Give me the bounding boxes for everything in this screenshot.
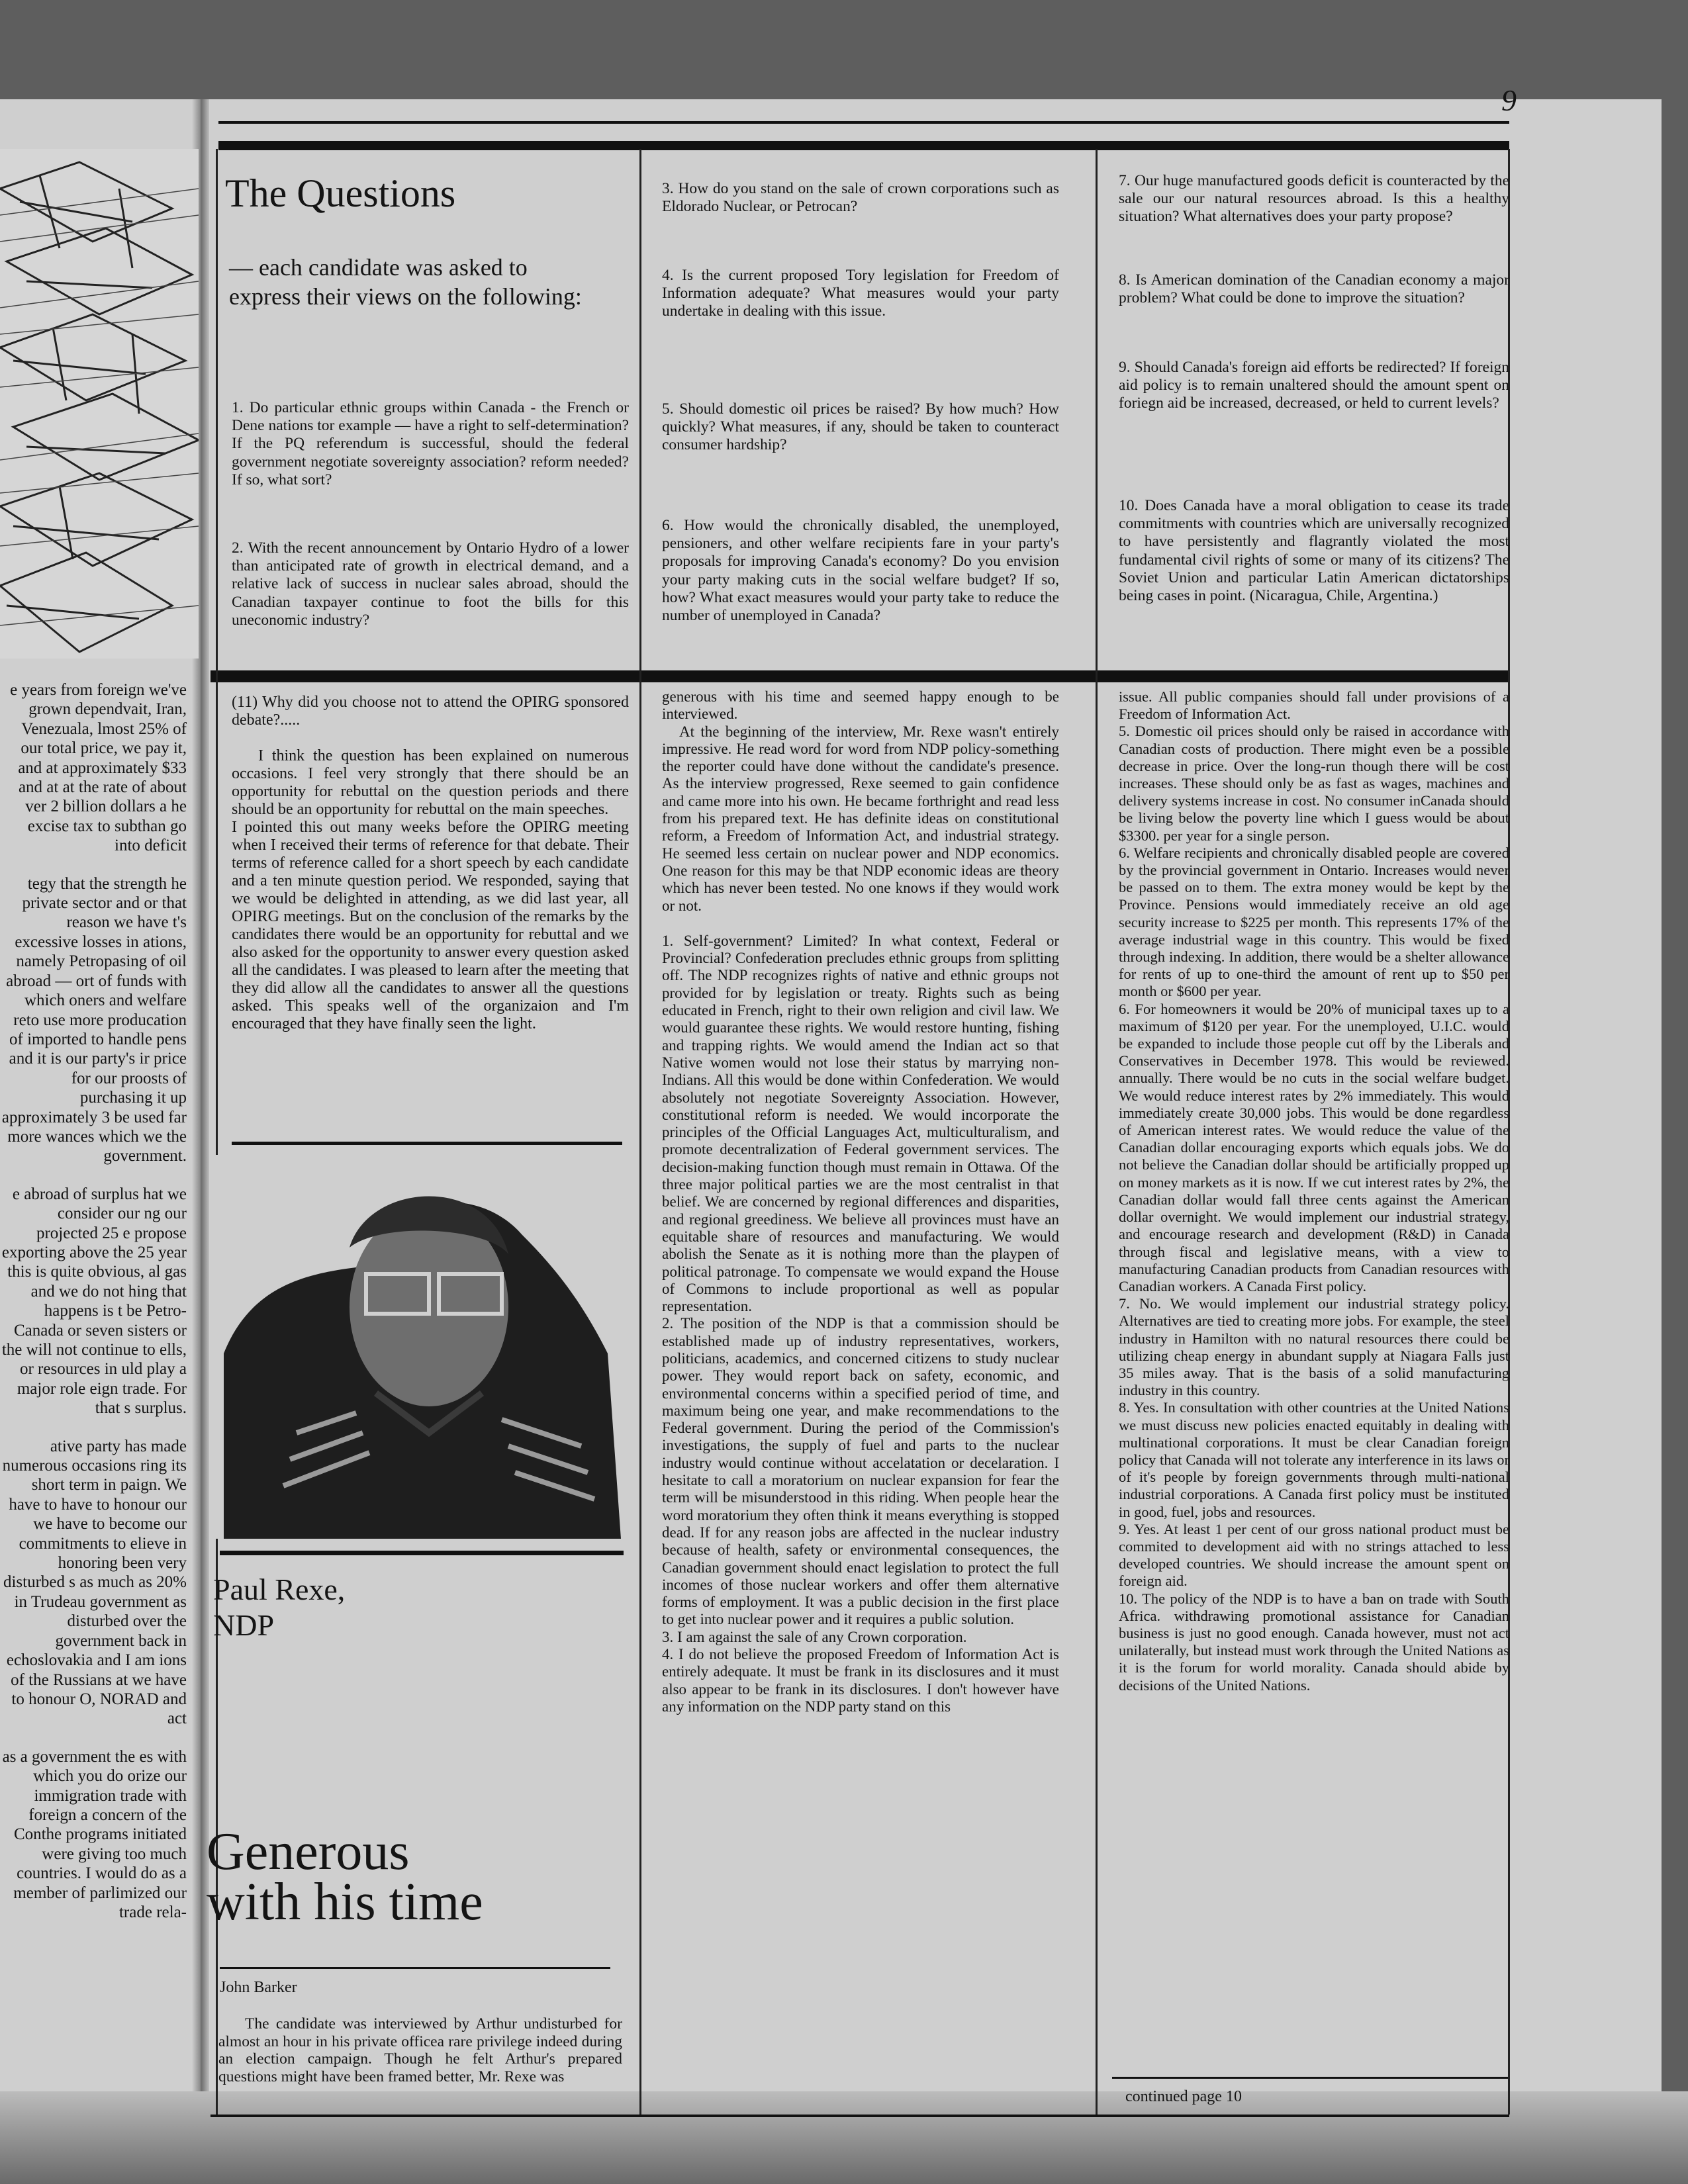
column-rule (216, 149, 218, 2115)
questions-bottom-rule (211, 670, 1509, 682)
candidate-name: Paul Rexe, (213, 1572, 346, 1606)
photo-top-rule (232, 1142, 622, 1145)
q11-column (232, 694, 629, 1033)
left-page-illustration (0, 149, 199, 659)
caption-top-rule (220, 1551, 624, 1555)
questions-title: The Questions (225, 171, 456, 215)
top-rule-thin (218, 121, 1509, 124)
answer-3: 3. I am against the sale of any Crown corporation. (662, 1628, 967, 1645)
left-page-text-fragment (0, 680, 187, 1997)
continued-page-link: continued page 10 (1125, 2088, 1242, 2105)
question-4: 4. Is the current proposed Tory legislation for Freedom of Information adequate? What measures would your party undertake in dealing with this issue. (662, 267, 1059, 320)
bottom-rule (211, 2115, 1509, 2117)
article-paragraph: At the beginning of the interview, Mr. Rexe wasn't entirely impressive. He read word for word from NDP policy-something the reporter could have done without the candidate's presence. As the interview progressed, Rexe seemed to gain confidence and came more into his own. He became forthright and read less from his prepared text. He has definite ideas on constitutional reform, a Freedom of Information Act, and industrial strategy. He seemed less certain on nuclear power and NDP economics. One reason for this may be that NDP economic ideas are theory which has never been tested. No one knows if they would work or not. (662, 723, 1059, 914)
answer-8: 8. Yes. In consultation with other countries at the United Nations we must discuss new policies enacted equitably in dealing with multinational corporations. It must be clear Canadian foreign policy that Canada will not tolerate any interference in its laws or of it's people by foreign governments through multi-national industrial corporations. A Canada first policy must be instituted in good, fuel, jobs and resources. (1119, 1399, 1509, 1520)
caption (213, 1572, 345, 1643)
candidate-portrait (211, 1155, 634, 1539)
article-column-4 (1119, 688, 1509, 1694)
left-fragment-paragraph: ative party has made numerous occasions ring its short term in paign. We have to have to honour our we have to become our commitments to elieve in honoring been very disturbed s as much as 20% in Trudeau government as disturbed over the government back in echoslovakia and I am ions of the Russians at we have to honour O, NORAD and act (2, 1437, 187, 1728)
headline-line: with his time (207, 1873, 483, 1931)
question-3: 3. How do you stand on the sale of crown corporations such as Eldorado Nuclear, or Petrocan? (662, 180, 1059, 216)
question-10: 10. Does Canada have a moral obligation to cease its trade commitments with countries which are universally recognized to have persistently and flagrantly violated the most fundamental civil rights of some or many of its citizens? The Soviet Union and particular Latin American dictatorships being cases in point. (Nicaragua, Chile, Argentina.) (1119, 497, 1509, 605)
intro-paragraph: The candidate was interviewed by Arthur undisturbed for almost an hour in his private officea rare privilege indeed during an election campaign. Though he felt Arthur's prepared questions might have been framed better, Mr. Rexe was (218, 2015, 622, 2085)
answer-5: 5. Domestic oil prices should only be raised in accordance with Canadian costs of production. There might even be a possible decrease in price. Over the long-run though there will be cost increases. These should only be as fast as wages, machines and delivery systems increase in cost. No consumer inCanada should be living below the poverty line which I guess would be about $3300. per year for a single person. (1119, 723, 1509, 844)
answer-6-continued: 6. For homeowners it would be 20% of municipal taxes up to a maximum of $120 per year. For the unemployed, U.I.C. would be expanded to include those people cut off by the Liberals and Conservatives in December 1978. This would be reviewed. annually. There would be no cuts in the social welfare budget. We would reduce interest rates by 2% immediately. This would immediately create 30,000 jobs. This would be done regardless of American interest rates. We would reduce the value of the Canadian dollar encouraging exports which equals jobs. We do not believe the Canadian dollar should be artificially propped up on money markets as it is now. If we cut interest rates by 2%, the Canadian dollar would fall three cents against the American dollar overnight. We would implement our industrial strategy, and encourage research and development (R&D) in Canada through fiscal and legislative means, with a view to manufacturing Canadian products from Canadian resources with Canadian workers. A Canada First policy. (1119, 1000, 1509, 1295)
left-fragment-paragraph: as a government the es with which you do orize our immigration trade with foreign a concern of the Conthe programs initiated were giving too much countries. I would do as a member of parlimized our trade rela- (2, 1747, 187, 1921)
headline-line: Generous (207, 1823, 410, 1881)
bottom-shadow (0, 2091, 1688, 2184)
headline (207, 1823, 483, 1931)
questions-subtitle: — each candidate was asked to express their views on the following: (229, 254, 582, 310)
newspaper-stack-sketch (0, 149, 199, 659)
answer-2: 2. The position of the NDP is that a commission should be established made up of industry representatives, workers, politicians, academics, and concerned citizens to study nuclear power. They would report back on safety, economic, and environmental concerns within a specified period of time, and maximum being one year, and make recommendations to the Federal government. During the period of the Commission's investigations, the supply of fuel and parts to the nuclear industry would continue without accelatation or decelaration. I hesitate to call a moratorium on nuclear expansion for fear the term will be misunderstood in this riding. When people hear the word moratorium they often think it means everything is stopped dead. If for any reason jobs are affected in the nuclear industry because of health, safety or environmental consequences, the Canadian government should enact legislation to protect the full incomes of those nuclear workers and offer them alternative forms of employment. It was a public decision in the first place to get into nuclear power and it requires a public solution. (662, 1315, 1059, 1628)
candidate-party: NDP (213, 1608, 275, 1642)
column-rule (639, 149, 641, 2115)
answer-4: 4. I do not believe the proposed Freedom of Information Act is entirely adequate. It must be frank in its disclosures and it must also appear to be frank in its disclosures. I don't however have any information on the NDP party stand on this (662, 1646, 1059, 1715)
question-1: 1. Do particular ethnic groups within Canada - the French or Dene nations tor example — have a right to self-determination? If the PQ referendum is successful, should the federal government negotiate sovereignty association? reform needed? If so, what sort? (232, 399, 629, 488)
left-fragment-paragraph: e years from foreign we've grown dependvait, Iran, Venezuala, lmost 25% of our total price, we pay it, and at approximately $33 and at at the rate of about ver 2 billion dollars a he excise tax to subthan go into deficit (10, 681, 187, 855)
question-6: 6. How would the chronically disabled, the unemployed, pensioners, and other welfare recipients fare in your party's proposals for improving Canada's economy? Do you envision your party making cuts in the social welfare budget? If so, how? What exact measures would your party take to reduce the number of unemployed in Canada? (662, 517, 1059, 625)
question-8: 8. Is American domination of the Canadian economy a major problem? What could be done to improve the situation? (1119, 271, 1509, 307)
answer-6: 6. Welfare recipients and chronically disabled people are covered by the provincial government in Ontario. Increases would never be passed on to them. The extra money would be kept by the Province. Pensions would immediately receive an old age security increase to $225 per month. This represents 17% of the average industrial wage in this country. This would be fixed through indexing. In addition, there would be a shelter allowance for rents of up to one-third the amount of rent up to $50 per month or $600 per year. (1119, 844, 1509, 1000)
top-rule-thick (218, 141, 1509, 150)
question-9: 9. Should Canada's foreign aid efforts be redirected? If foreign aid policy is to remain unaltered should the amount spent on foriegn aid be increased, decreased, or held to current levels? (1119, 359, 1509, 412)
col4-end-rule (1112, 2077, 1509, 2079)
question-2: 2. With the recent announcement by Ontario Hydro of a lower than anticipated rate of growth in electrical demand, and a relative lack of success in nuclear sales abroad, should the Canadian taxpayer continue to foot the bills for this uneconomic industry? (232, 539, 629, 629)
byline: John Barker (220, 1979, 297, 1996)
answer-10: 10. The policy of the NDP is to have a ban on trade with South Africa. withdrawing promotional assistance for Canadian business is just no good enough. Canada however, must not act unilaterally, but instead must work through the United Nations as it is the forum for world morality. Canada should abide by decisions of the United Nations. (1119, 1590, 1509, 1694)
page-number: 9 (1501, 83, 1517, 117)
answer-1: 1. Self-government? Limited? In what context, Federal or Provincial? Confederation precludes ethnic groups from splitting off. The NDP recognizes rights of native and ethnic groups not provided for by legislation or treaty. Rights such as being educated in French, right to their own religion and civil law. We would guarantee these rights. We would restore hunting, fishing and trapping rights. We would amend the Indian act so that Native women would not lose their status by marrying non-Indians. All this would be done within Confederation. We would absolutely not negotiate Sovereignty Association. However, constitutional reform is needed. We would incorporate the principles of the Official Languages Act, multiculturalism, and promote decentralization of Federal government services. The decision-making function though must remain in Ottawa. Of the three major political parties we are the most centralist in that belief. We are concerned by regional differences and disparities, and regional greediness. We believe all provinces must have an equitable share of resources and manufacturing. We would abolish the Senate as it is nothing more than the playpen of political patronage. To compensate we would expand the House of Commons to include proportional as well as popular representation. (662, 932, 1059, 1315)
q11-answer-paragraph: I think the question has been explained on numerous occasions. I feel very strongly that there should be an opportunity for rebuttal on the question periods and there should be an opportunity for rebuttal on the main speeches. (232, 747, 629, 818)
left-fragment-paragraph: tegy that the strength he private sector and or that reason we have t's excessive losses in ations, namely Petropasing of oil abroad — ort of funds with which oners and welfare reto use more producation of imported to handle pens and it is our party's ir price for our proosts of purchasing it up approximately 3 be used far more wances which we the government. (1, 874, 187, 1165)
answer-7: 7. No. We would implement our industrial strategy policy. Alternatives are tied to creating more jobs. For example, the steel industry in Hamilton with no natural resources there could be utilizing cheap energy in abundant supply at Niagara Falls just 35 miles away. That is the basis of a solid manufacturing industry in this country. (1119, 1295, 1509, 1399)
q11-question: (11) Why did you choose not to attend the OPIRG sponsored debate?..... (232, 694, 629, 729)
answer-9: 9. Yes. At least 1 per cent of our gross national product must be commited to development aid with no strings attached to less developed countries. We should increase the amount spent on foreign aid. (1119, 1520, 1509, 1590)
article-paragraph: generous with his time and seemed happy enough to be interviewed. (662, 688, 1059, 723)
column-rule (1096, 149, 1098, 2115)
question-5: 5. Should domestic oil prices be raised? By how much? How quickly? What measures, if any, should be taken to counteract consumer hardship? (662, 400, 1059, 454)
article-column-3 (662, 688, 1059, 1715)
q11-answer-paragraph: I pointed this out many weeks before the OPIRG meeting when I received their terms of reference for that debate. Their terms of reference called for a short speech by each candidate and a ten minute question period. We responded, saying that we would be delighted in attending, as we did last year, all OPIRG meetings. But on the conclusion of the remarks by the candidates there would be an opportunity for rebuttal and we also asked for the opportunity to answer every question asked all the candidates. I was pleased to learn after the meeting that they did allow all the candidates to answer all the questions asked. This speaks well of the organizaion and I'm encouraged that they have finally seen the light. (232, 819, 629, 1032)
article-paragraph: issue. All public companies should fall under provisions of a Freedom of Information Act. (1119, 688, 1509, 723)
question-7: 7. Our huge manufactured goods deficit is counteracted by the sale our our natural resources abroad. Is this a healthy situation? What alternatives does your party propose? (1119, 172, 1509, 226)
byline-rule (220, 1967, 610, 1969)
candidate-photo (211, 1155, 634, 1539)
left-fragment-paragraph: e abroad of surplus hat we consider our ng our projected 25 e propose exporting above the 25 year this is quite obvious, al gas and we do not hing that happens is t be Petro-Canada or seven sisters or the will not continue to ells, or resources in uld play a major role eign trade. For that s surplus. (1, 1185, 187, 1418)
